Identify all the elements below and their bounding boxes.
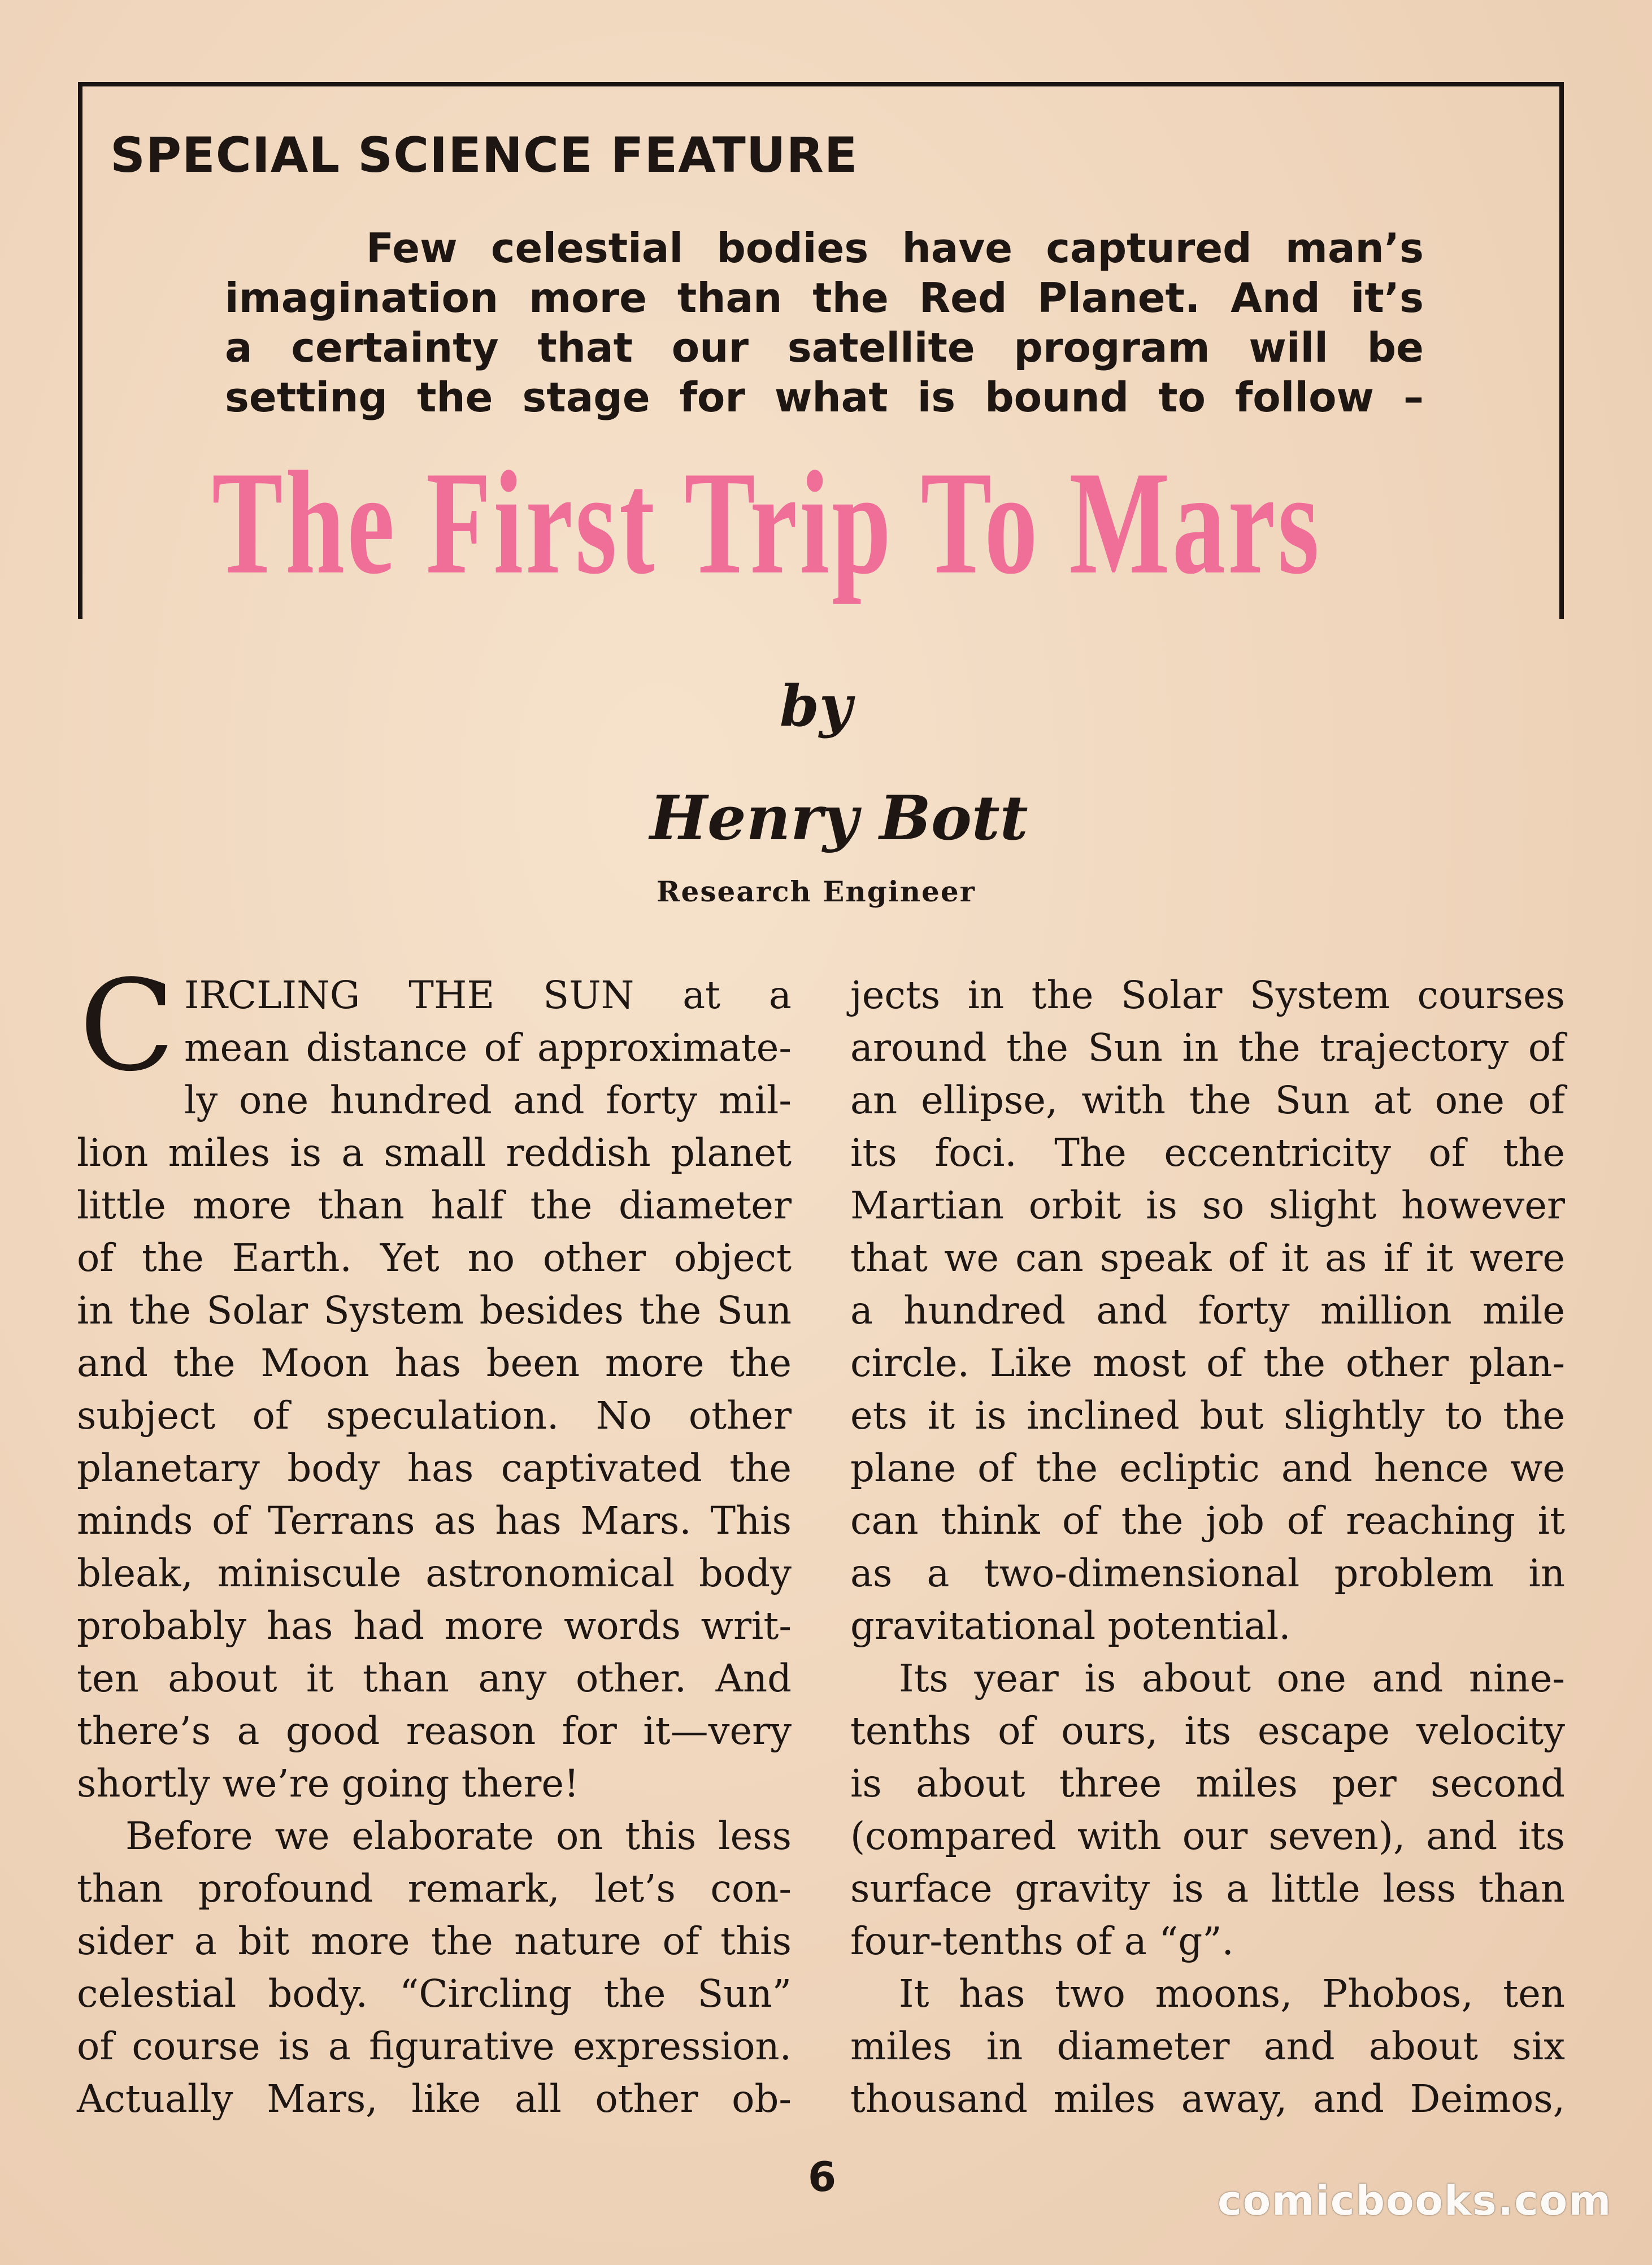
text-line: circle. Like most of the other plan-: [850, 1341, 1565, 1385]
text-line: It has two moons, Phobos, ten: [899, 1972, 1565, 2016]
text-line: can think of the job of reaching it: [850, 1499, 1565, 1543]
text-line: lion miles is a small reddish planet: [77, 1131, 792, 1175]
intro-line: imagination more than the Red Planet. And it’s: [225, 274, 1424, 322]
text-line: an ellipse, with the Sun at one of: [850, 1078, 1565, 1122]
text-line: probably has had more words writ-: [77, 1604, 792, 1648]
left-column: [77, 969, 792, 2125]
text-line: Its year is about one and nine-: [899, 1656, 1565, 1700]
text-line: ets it is inclined but slightly to the: [850, 1394, 1565, 1438]
intro-line: a certainty that our satellite program will be: [225, 324, 1424, 371]
text-line: planetary body has captivated the: [77, 1446, 792, 1490]
text-line: as a two-dimensional problem in: [850, 1551, 1565, 1595]
text-line: bleak, miniscule astronomical body: [77, 1551, 792, 1595]
text-line: than profound remark, let’s con-: [77, 1867, 792, 1911]
text-line: ten about it than any other. And: [77, 1656, 792, 1700]
intro-line: Few celestial bodies have captured man’s: [366, 224, 1424, 272]
text-line: subject of speculation. No other: [77, 1394, 792, 1438]
right-column: [850, 969, 1565, 2125]
text-line: shortly we’re going there!: [77, 1761, 579, 1806]
text-line: of course is a figurative expression.: [77, 2024, 792, 2068]
author-name: Henry Bott: [650, 783, 1028, 854]
feature-label: SPECIAL SCIENCE FEATURE: [110, 127, 858, 184]
text-line: there’s a good reason for it—very: [77, 1709, 792, 1753]
text-line: little more than half the diameter: [77, 1183, 792, 1227]
text-line: that we can speak of it as if it were: [850, 1236, 1565, 1280]
text-line: Actually Mars, like all other ob-: [77, 2077, 792, 2121]
text-line: surface gravity is a little less than: [850, 1867, 1565, 1911]
text-line: and the Moon has been more the: [77, 1341, 792, 1385]
text-line: is about three miles per second: [850, 1761, 1565, 1806]
text-line: tenths of ours, its escape velocity: [850, 1709, 1565, 1753]
intro-line: setting the stage for what is bound to follow –: [225, 374, 1424, 421]
text-line: its foci. The eccentricity of the: [850, 1131, 1565, 1175]
text-line: minds of Terrans as has Mars. This: [77, 1499, 792, 1543]
text-line: mean distance of approximate-: [184, 1026, 792, 1070]
text-line: Martian orbit is so slight however: [850, 1183, 1565, 1227]
page-number: 6: [808, 2153, 837, 2201]
article-title: The First Trip To Mars: [212, 441, 1322, 605]
text-line: a hundred and forty million mile: [850, 1288, 1565, 1333]
byline-by: by: [780, 672, 853, 739]
text-line: of the Earth. Yet no other object: [77, 1236, 792, 1280]
text-line: jects in the Solar System courses: [850, 973, 1565, 1017]
text-line: thousand miles away, and Deimos,: [850, 2077, 1565, 2121]
text-line: in the Solar System besides the Sun: [77, 1288, 792, 1333]
intro-blurb: [225, 223, 1424, 422]
text-line: gravitational potential.: [850, 1604, 1291, 1648]
text-line: plane of the ecliptic and hence we: [850, 1446, 1565, 1490]
drop-cap: C: [79, 953, 175, 1099]
text-line: celestial body. “Circling the Sun”: [77, 1972, 792, 2016]
text-line: ly one hundred and forty mil-: [184, 1078, 792, 1122]
text-line: around the Sun in the trajectory of: [850, 1026, 1565, 1070]
text-line: IRCLING THE SUN at a: [184, 973, 792, 1017]
text-line: sider a bit more the nature of this: [77, 1919, 792, 1963]
text-line: miles in diameter and about six: [850, 2024, 1565, 2068]
author-role: Research Engineer: [657, 875, 976, 908]
text-line: (compared with our seven), and its: [850, 1814, 1565, 1858]
text-line: four-tenths of a “g”.: [850, 1919, 1234, 1963]
text-line: Before we elaborate on this less: [125, 1814, 792, 1858]
watermark: comicbooks.com: [1218, 2177, 1612, 2224]
